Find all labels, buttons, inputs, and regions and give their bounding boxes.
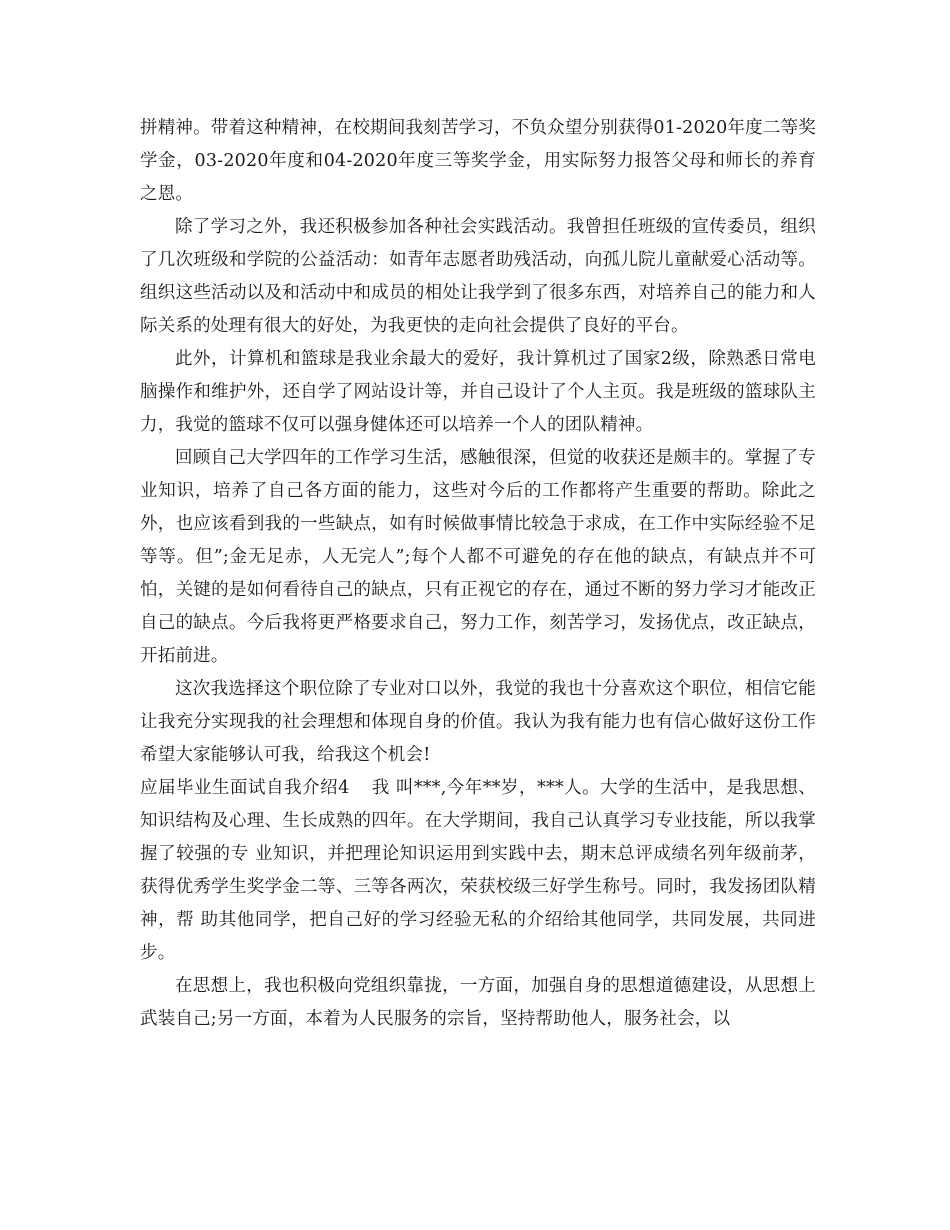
paragraph-6: 在思想上，我也积极向党组织靠拢，一方面，加强自身的思想道德建设，从思想上武装自己;另一方面，本着为人民服务的宗旨，坚持帮助他人，服务社会，以 bbox=[140, 976, 816, 1029]
paragraph-5: 这次我选择这个职位除了专业对口以外，我觉的我也十分喜欢这个职位，相信它能让我充分实现我的社会理想和体现自身的价值。我认为我有能力也有信心做好这份工作希望大家能够认可我，给我这个机会! bbox=[140, 679, 816, 765]
section-text: 我 叫***,今年**岁，***人。大学的生活中，是我思想、知识结构及心理、生长成熟的四年。在大学期间，我自己认真学习专业技能，所以我掌握了较强的专 业知识，并把理论知识运用到实践中去，期末总评成绩名列年级前茅，获得优秀学生奖学金二等、三等各两次，荣获校级三好学生称号。同时，我发扬团队精神，帮 助其他同学，把自己好的学习经验无私的介绍给其他同学，共同发展，共同进步。 bbox=[140, 778, 816, 963]
paragraph-3: 此外，计算机和篮球是我业余最大的爱好，我计算机过了国家2级，除熟悉日常电脑操作和维护外，还自学了网站设计等，并自己设计了个人主页。我是班级的篮球队主力，我觉的篮球不仅可以强身健体还可以培养一个人的团队精神。 bbox=[140, 349, 816, 435]
section-intro bbox=[140, 772, 816, 970]
document-body bbox=[140, 112, 816, 1036]
section-title: 应届毕业生面试自我介绍4 bbox=[140, 778, 350, 798]
paragraph-2: 除了学习之外，我还积极参加各种社会实践活动。我曾担任班级的宣传委员，组织了几次班级和学院的公益活动：如青年志愿者助残活动，向孤儿院儿童献爱心活动等。组织这些活动以及和活动中和成员的相处让我学到了很多东西，对培养自己的能力和人际关系的处理有很大的好处，为我更快的走向社会提供了良好的平台。 bbox=[140, 217, 816, 336]
paragraph-4: 回顾自己大学四年的工作学习生活，感触很深，但觉的收获还是颇丰的。掌握了专业知识，培养了自己各方面的能力，这些对今后的工作都将产生重要的帮助。除此之外，也应该看到我的一些缺点，如有时候做事情比较急于求成，在工作中实际经验不足等等。但”;金无足赤，人无完人”;每个人都不可避免的存在他的缺点，有缺点并不可怕，关键的是如何看待自己的缺点，只有正视它的存在，通过不断的努力学习才能改正自己的缺点。今后我将更严格要求自己，努力工作，刻苦学习，发扬优点，改正缺点，开拓前进。 bbox=[140, 448, 816, 666]
paragraph-1: 拼精神。带着这种精神，在校期间我刻苦学习，不负众望分别获得01-2020年度二等奖学金，03-2020年度和04-2020年度三等奖学金，用实际努力报答父母和师长的养育之恩。 bbox=[140, 118, 816, 204]
